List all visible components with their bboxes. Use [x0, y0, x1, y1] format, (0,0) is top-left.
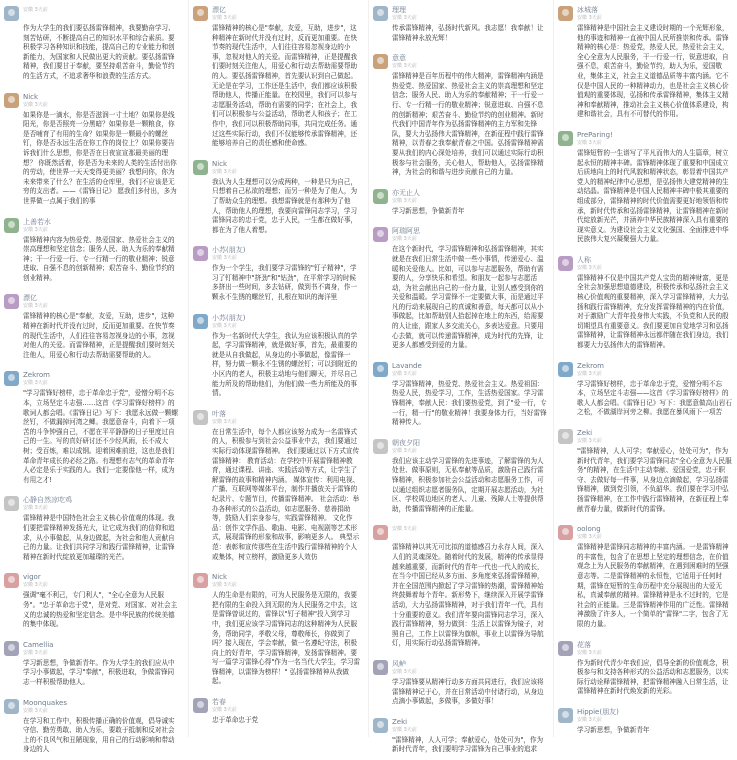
comment-text: 雷锋精神是雷锋同志精神的丰富内涵。一是雷锋精神的丰富性，包含了在思想上坚定的理想信念，在价值观念上为人民服务的奉献精神，在遇到困难时的坚强意志等。二是雷锋精神的永恒性，它适用于任何时期，雷锋在短暂的生命历程中充分展现出的大爱无私，真诚奉献的精神。雷锋精神是永不过时的，它是社会的正能量。三是雷锋精神作用的广泛性。雷锋精神激励了许多人，一个简单的"雷锋"二字，包含了无限的力量。: [577, 543, 729, 628]
avatar[interactable]: [558, 6, 573, 21]
avatar[interactable]: [193, 698, 208, 713]
comment-text: 我认为人生理想可以分成两种，一种是只为自己，只想着自己私欲的理想；而另一种是为了他人，为了帮助众生的理想。我想雷锋就是有那种为了他人，帮助他人的理想，我要向雷锋同志学习，学习雷锋同志的忠于党，忠于人民，一生都在做好事，都在为了他人着想。: [212, 177, 358, 234]
comment-text: 雷锋精神的核心是"奉献，友爱，互助，进步"，这种精神在新时代并没有过时，反而更加重要。在快节奏的现代生活中，人们往往容易忽视身边的小事，忽视对他人的关爱。而雷锋精神，正是提醒我们要时刻关注他人，用爱心和行动去帮助需要帮助的人。要弘扬雷锋精神，首先要认识到自己做起。无论是在学习，工作还是生活中，我们都应该积极帮助他人，传播正能量。在校园里，我们可以参与志愿服务活动，帮助有需要的同学；在社会上，我们可以积极参与公益活动，帮助老人和孩子；在工作中，我们可以积极帮助同事，共同完成任务。通过这些实际行动，我们不仅能够传承雷锋精神，还能够培养自己的责任感和使命感。: [212, 24, 358, 148]
commenter-name[interactable]: Zeki: [577, 429, 593, 437]
commenter-name[interactable]: 阿瑞阿思: [392, 227, 420, 236]
comment-item: [189, 240, 366, 307]
comment-meta: 安徽 3天前: [212, 15, 237, 21]
comment-text: 我们应该主动学习雷锋的先进事迹，了解雷锋的为人处世、做事原则，无私奉献等品质，激励自己践行雷锋精神，积极参加社会公益活动和志愿服务工作，可以通过组织志愿者服务队，定期开展志愿活动，为社区、学校周边地区的老人、儿童、残障人士等提供帮助，传播雷锋精神的正能量。: [392, 456, 544, 513]
comment-text: 学习雷锋精神，热爱党、热爱社会主义。热爱祖国：热爱人民，热爱学习，工作，生活热爱国家。学习雷锋精神，奉献人民：我们要热爱党，到了"爱一行，专一行，精一行"的敬业精神！我要身体力行，当好雷锋精神传人。: [392, 379, 547, 427]
commenter-name[interactable]: 花落: [577, 640, 591, 649]
avatar[interactable]: [558, 362, 573, 377]
comment-item: [0, 693, 184, 760]
commenter-name[interactable]: 意意: [392, 54, 406, 63]
avatar[interactable]: [558, 525, 573, 540]
commenter-name[interactable]: 人称: [577, 255, 591, 264]
comment-meta: 安徽 3天前: [577, 534, 602, 541]
avatar[interactable]: [4, 218, 19, 233]
avatar[interactable]: [373, 227, 388, 242]
comment-item: [189, 692, 366, 731]
comment-text: 雷锋精神是中国社会主义建设时期的一个光辉形象，他的事迹和精神一直被中国人民所推崇和传承。雷锋精神的核心是：热爱党，热爱人民，热爱社会主义，全心全意为人民服务，干一行爱一行，锐意进取，自强不息，艰苦奋斗，勤俭节约，助人为乐，爱国敬业，集体主义，社会主义道德品质等丰富内涵。它不仅是中国人民的一种精神动力，也是社会主义核心价值观的重要体现，弘扬和传承雷锋精神，集体主义精神和奉献精神，推动社会主义核心价值体系建设，构建和谐社会，具有不可替代的作用。: [577, 24, 729, 119]
commenter-name[interactable]: 理理: [392, 6, 406, 14]
comment-text: 在这个新时代，学习雷锋精神和弘扬雷锋精神，其实就是在我们日常生活中做一些小事情，传递爱心、温暖和关爱他人。比如，可以参与志愿服务，帮助有需要的人，分享快乐和希望。和朋友一起参与志愿活动，为社会献出自己的一份力量，让别人感受到你的关爱和温暖。学习雷锋不一定要做大事，而是通过平凡的行动来展现自己的真诚和善意，每天都可以从小事做起，比如帮助别人拾起掉在地上的东西，给需要的人让座，跟家人多交流关心，多表达爱意。只要用心去做，就可以传递雷锋精神，成为时代的先锋，让更多人都感受到爱的力量。: [392, 245, 544, 350]
comment-text: 作为一名新时代大学生，我认为应该积极认真的学起，学习雷锋精神，就是做好事，首先，最重要的就是从自我做起，从身边的小事做起，像雷锋一样，努力做一颗永不生锈的螺丝钉；可以到附近的小区内的老人，积极主动地与他们聊天，并尽自己能力所及的帮助他们，为他们做一些力所能及的事情。: [212, 331, 358, 398]
avatar[interactable]: [373, 362, 388, 377]
commenter-name[interactable]: 若春: [212, 698, 226, 707]
comment-text: 雷锋短暂的一生谱写了平凡而伟大的人生篇章，树立起永恒的精神丰碑。雷锋精神体现了重要和中国成立后质地向上的时代风貌和精神状态，彰显着中国共产党人的精神纪律中心思想，是弘扬伟大建党精神的生动结晶。雷锋精神是中国人民精神丰碑中极其重要的组成部分，雷锋精神的时代价值需要更好地领悟和传承，新时代传承和弘扬雷锋精神，让雷锋精神在新时代绽放新光芒，并涵养中华民族精神深入具有重要的现实意义。为建设社会主义文化强国、全面推进中华民族伟大复兴凝聚强大力量。: [577, 148, 729, 244]
comment-meta: 安徽 3天前: [392, 236, 417, 243]
commenter-name[interactable]: Lavande: [392, 361, 422, 370]
comment-item: [369, 0, 551, 48]
commenter-name[interactable]: 小苏(朋友): [212, 246, 246, 255]
comment-meta: 安徽 3天前: [392, 526, 417, 533]
comment-item: [554, 702, 737, 741]
comment-item: [369, 183, 551, 222]
comment-meta: 安徽 3天前: [392, 668, 417, 675]
commenter-name[interactable]: 叶落: [212, 409, 226, 418]
comment-column-3: [368, 0, 551, 754]
comment-meta: 安徽 3天前: [392, 447, 417, 454]
avatar[interactable]: [193, 160, 208, 175]
comment-text: 学习雷锋好榜样，忠于革命忠于党，爱憎分明不忘本，立场坚定斗志强——这首《学习雷锋好榜样》的歌人人都会唱。《雷锋日记》写下：我愿意做高山岩石之松，不做湖岸河旁之柳。我愿在暴风雨下一项苦: [577, 379, 732, 417]
commenter-name[interactable]: 小苏(朋友): [212, 313, 246, 322]
comment-text: 雷锋精神以其无可比拟的道德感召力永存人间，深入人们的灵魂深处。随着时代的发展，精神的传承显得越来越重要，而新时代的青年一代也一代人的成长，在当今中国已经从多方面、多角度来弘扬雷锋精神，并在全国范围内掀起了学习雷锋的热潮，雷锋精神始终鼓舞着每个青年。新形势下，继续深入开展学雷锋活动，大力弘扬雷锋精神，对于我们青年一代，具有十分重要的意义。我们青年要向雷锋同志学习，深入践行雷锋精神，努力做到：生活上以雷锋为镜子，对照自己，工作上以雷锋为旗帜，事业上以雷锋为导航灯，用实际行动弘扬雷锋精神。: [392, 543, 544, 648]
comment-text: 如果你是一滴水，你是否滋润一寸土地？如果你是线阳光，你是否照亮一分黑暗？如果你是一颗粮食，你是否哺育了有用的生命？如果你是一颗最小的螺丝钉，你是否永远生活在你工作的岗位上？如果你要告诉我们什么思想，你是否在日夜宣宣那最美丽的理想？ 你既然活着，你是否为未来的人类的生活付出你的劳动，使世界一天天变得更美丽？我想问你，你为未来带来了什么？在生活的仓库里，我们不应该是无穷的支出者。——《雷锋日记》 愿我们多付出，多为世界做一点属于我们的事: [23, 110, 177, 205]
comment-text: 传承雷锋精神，弘扬时代新风。我志愿！我奉献！让雷锋精神永放光辉！: [392, 24, 544, 42]
comment-meta: 安徽 3天前: [23, 380, 48, 387]
avatar[interactable]: [373, 189, 388, 204]
comment-item: [0, 87, 184, 212]
commenter-name[interactable]: 亦无止人: [392, 188, 420, 197]
comment-meta: 安徽 3天前: [577, 139, 602, 146]
avatar[interactable]: [373, 6, 388, 21]
comment-text: 雷锋精神是中国特色社会主义核心价值观的体现。我们要把雷锋精神发扬光大，让它成为我们的信仰和追求，从小事做起，从身边做起，为社会和他人贡献自己的力量。让我们共同学习和践行雷锋精神，让雷锋精神在新时代绽放更加璀璨的光芒。: [23, 514, 175, 561]
comment-meta: 安徽 3天前: [212, 255, 237, 262]
comment-meta: 安徽 3天前: [212, 582, 237, 589]
avatar[interactable]: [193, 246, 208, 261]
comment-meta: 安徽 3天前: [23, 649, 48, 656]
commenter-name[interactable]: Nick: [23, 92, 39, 101]
comment-item: [369, 654, 551, 712]
comment-item: [554, 125, 737, 250]
comment-text: 雷锋精神不仅是中国共产党人宝贵的精神财富，更是全社会加强思想道德建设，积极传承和弘扬社会主义核心价值观的重要精神，深入学习雷锋精神，大力弘扬和践行雷锋精神，充分发挥雷锋精神的内在价值，对于激励广大青年投身伟大实践，不负党和人民的殷切期望具有重要意义。我们要更加自觉地学习和弘扬雷锋精神，让雷锋精神永远都伴随在我们身边，我们都要大力弘扬伟大的雷锋精神。: [577, 273, 729, 350]
commenter-name[interactable]: oolong: [577, 525, 601, 534]
commenter-name[interactable]: Hippie(朋友): [577, 707, 619, 716]
commenter-name[interactable]: 冰城落: [577, 6, 598, 14]
comment-item: [0, 288, 184, 365]
comment-item: [554, 635, 737, 702]
comment-meta: 安徽 3天前: [23, 101, 48, 108]
comment-meta: 安徽 3天前: [23, 505, 48, 512]
commenter-name[interactable]: Moonquakes: [23, 698, 67, 707]
comment-item: [0, 635, 184, 693]
avatar[interactable]: [558, 641, 573, 656]
avatar[interactable]: [193, 410, 208, 425]
avatar[interactable]: [4, 496, 19, 511]
comment-item: [554, 250, 737, 356]
commenter-name[interactable]: Zeki: [392, 717, 408, 726]
comment-text: 雷锋精神内容为热爱党、热爱国家、热爱社会主义的崇高理想和坚定信念；服务人民、助人为乐的奉献精神；干一行爱一行、专一行精一行的敬业精神；锐意进取、自强不息的创新精神；艰苦奋斗、勤俭节约的创业精神。: [23, 235, 175, 282]
comment-meta: 安徽 3天前: [212, 707, 237, 714]
avatar[interactable]: [4, 641, 19, 656]
comment-item: [189, 154, 366, 241]
avatar[interactable]: [193, 314, 208, 329]
comment-item: [369, 519, 551, 654]
avatar[interactable]: [373, 525, 388, 540]
comment-item: [189, 308, 366, 404]
comment-item: [554, 0, 737, 125]
comment-item: [554, 423, 737, 519]
commenter-name[interactable]: Camellia: [23, 640, 54, 649]
commenter-name[interactable]: Zekrom: [577, 361, 604, 370]
comment-text: 学习新思想，争做新青年。作为大学生的我们应从中学习小事做起，学习"奉献"，积极进取，争做雷锋同志一样积极帮助他人。: [23, 658, 175, 686]
comment-item: [369, 48, 551, 183]
comment-item: [0, 365, 184, 490]
comment-meta: 安徽 3天前: [23, 226, 48, 233]
commenter-name[interactable]: 心静自然凉吃鸡: [23, 496, 72, 505]
avatar[interactable]: [558, 131, 573, 146]
comment-meta: 安徽 3天前: [23, 303, 48, 310]
comment-item: [554, 519, 737, 634]
comment-text: 强调"毫不利己，专门利人"，"全心全意为人民服务"。"忠于革命忠于党"，是对党、对国家、对社会主义的忠诚的热爱和坚定信念。是中华民族的传统美德的集中体现。: [23, 591, 178, 629]
avatar[interactable]: [4, 699, 19, 714]
comment-text: "学习雷锋好榜样，忠于革命忠于党"，爱憎分明不忘本，立场坚定斗志强……这首《学习雷锋好榜样》的歌词人都会唱。《雷锋日记》写下：我愿永远做一颗螺丝钉，不做漏掉河湾之鲫。我愿意奋斗，向着下一项苦的斗争钟强自己，不愿在平平静静的日子里度过自己的一生。写的真好研讨还不少经风雨，长不成大树；受百炼，难以成钢。迎着困难前进，这也是我们革命青年成长的必经之路。有理想有志气的革命青年人必定是乐于实践的人。我们一定要像他一样，成为有用之才!: [23, 389, 178, 484]
comment-item: [0, 0, 184, 87]
comment-text: 在学习和工作中，积极传播正确的价值观，倡导诚实守信、勤劳勇敢、助人为乐，要敢于抵制和反对社会上的不良风气和丑陋现象，用自己的行动影响和带动身边的人: [23, 716, 175, 754]
comment-text: 作为大学生的我们要弘扬雷锋精神，我要勤奋学习、刻苦钻研，不断提高自己的知识水平和综合素质。要积极学习各种知识和技能，提高自己的专业能力和创新能力，为国家和人民做出更大的贡献。要弘扬雷锋精神，我们要甘于奉献，要坚持艰苦奋斗，勤俭节约的生活方式，不追求奢华和浪费的生活方式。: [23, 24, 175, 80]
comment-meta: 安徽 3天前: [577, 649, 602, 656]
comment-meta: 安徽 3天前: [577, 370, 602, 377]
avatar[interactable]: [373, 54, 388, 69]
commenter-name[interactable]: 风鲈: [392, 659, 406, 668]
comment-meta: 安徽 3天前: [23, 707, 48, 714]
comment-item: [369, 221, 551, 356]
comment-meta: 安徽 3天前: [392, 726, 417, 733]
avatar[interactable]: [558, 708, 573, 723]
comment-text: 在日常生活中，每个人都应该努力成为一名雷锋式的人，积极参与到社会公益事业中去，我们要通过实际行动体现雷锋精神。 我们要通过以下方式宣传雷锋精神： 教育活动：在学校中开展雷锋精神教育，通过课程、讲座、实践活动等方式，让学生了解雷锋的故事和精神内涵。 媒体宣传：利用电视、广播、互联网等媒体平台，制作并播放关于雷锋的纪录片、专题节目，传播雷锋精神。 社会活动：举办各种形式的公益活动，如志愿服务、慈善捐助等，鼓励人们亲身参与，实践雷锋精神。 文化作品：创作文学作品、歌曲、电影、电视剧等艺术形式，展现雷锋的形象和故事，影响更多人。 典型示范：表彰和宣传那些在生活中践行雷锋精神的个人或集体，树立榜样，激励更多人效仿: [212, 427, 360, 561]
avatar[interactable]: [373, 718, 388, 733]
comment-item: [0, 490, 184, 567]
comment-meta: 安徽 3天前: [23, 7, 48, 13]
avatar[interactable]: [4, 573, 19, 588]
comment-item: [369, 712, 551, 760]
comment-item: [369, 356, 551, 433]
commenter-name[interactable]: 朝夜夕阳: [392, 438, 420, 447]
comment-text: "雷锋精神，人人可学；奉献爱心，处处可为"，作为新时代青年，我们要明学习雷锋为自己事业的追求: [392, 735, 544, 754]
avatar[interactable]: [193, 6, 208, 21]
comment-item: [189, 404, 366, 567]
commenter-name[interactable]: Nick: [212, 159, 228, 168]
comment-meta: 安徽 3天前: [392, 370, 417, 377]
comment-text: 作为一个学生，我们要学习雷锋的"钉子精神"，学习了钉精神中"挤劲"和"钻劲"，在平常学习的时候多挤出一些时间，多去钻研，做到书不离身，作一颗永不生锈的螺丝钉，扎根在知识的海洋里: [212, 264, 358, 302]
avatar[interactable]: [4, 93, 19, 108]
comment-meta: 安徽 3天前: [23, 582, 48, 589]
comment-item: [0, 212, 184, 289]
avatar[interactable]: [373, 439, 388, 454]
comment-meta: 安徽 3天前: [212, 168, 237, 175]
commenter-name[interactable]: 漂亿: [212, 6, 226, 14]
avatar[interactable]: [193, 573, 208, 588]
comment-text: 学习新思想，争做新青年: [392, 206, 465, 215]
comment-column-1: [0, 0, 184, 754]
commenter-name[interactable]: 上善若水: [23, 217, 51, 226]
comment-text: 学习雷锋要从精神行动多方面共同进行，我们应该将雷锋精神记于心，并在日常活动中付诸行动，从身边点滴小事做起，多做事，多做好事！: [392, 677, 544, 706]
comment-meta: 安徽 3天前: [212, 322, 237, 329]
commenter-name[interactable]: Nick: [212, 573, 228, 582]
comment-item: [189, 0, 366, 154]
avatar[interactable]: [4, 6, 19, 21]
comment-meta: 安徽 3天前: [577, 716, 602, 723]
avatar[interactable]: [558, 256, 573, 271]
comment-item: [189, 567, 366, 692]
avatar[interactable]: [4, 294, 19, 309]
comment-meta: 安徽 3天前: [577, 264, 602, 271]
avatar[interactable]: [4, 371, 19, 386]
comment-item: [554, 356, 737, 423]
comment-text: 雷锋精神的核心是"奉献，友爱，互助，进步"，这种精神在新时代并没有过时，反而更加重要。在快节奏的现代生活中，人们往往容易忽视身边的小事，忽视对他人的关爱。而雷锋精神，正是提醒我们要时刻关注他人，用爱心和行动去帮助需要帮助的人。: [23, 312, 175, 359]
comment-text: 人的生命是有限的，可为人民服务是无限的，我要把有限的生命投入到无限的为人民服务之中去，这是雷锋曾说过的，雷锋以"钉子精神"投入到学习中，我们更应该学习雷锋同志的这种精神为人民服务，帮助同学，孝敬父母，尊敬师长，你做到了吗？接入现在，学会奉献，做一名遵纪守法，积极向上的好青年，学习雷锋精神，发扬雷锋精神。要写一篇学习雷锋心得"作为一名当代大学生，学习雷锋精神，以雷锋为榜样！" 弘扬雷锋精神从我做起。: [212, 591, 361, 686]
comment-text: 学习新思想，争做新青年: [577, 725, 650, 734]
comment-text: "雷锋精神，人人可学；奉献爱心，处处可为"，作为新时代青年，我们要学习雷锋同志"全心全意为人民服务"的精神，在生活中主动奉献、爱国爱党，忠于职守、去做好每一件事，从身边点滴做起，学习弘扬雷锋精神，做到党引领，不负韶华。我们要在学习中弘扬雷锋精神，在工作中践行雷锋精神，在新征程上奉献青春力量，做新时代的雷锋。: [577, 447, 732, 513]
comment-text: 雷锋精神是百年历程中的伟大精神，雷锋精神内涵是热爱党、热爱国家、热爱社会主义的崇高理想和坚定信念；服务人民、助人为乐的奉献精神；干一行爱一行、专一行精一行的敬业精神；锐意进取、自强不息的创新精神；艰苦奋斗、勤俭节约的创业精神。新时代我们中国青年作为弘扬雷锋精神的主力军和先锋队，要大力弘扬伟大雷锋精神，在新征程中践行雷锋精神，以青春之我奉献青春之中国。弘扬雷锋精神需要从我们的内心深处培养，我们可以通过实际行动积极参与社会服务，关心他人，帮助他人，弘扬雷锋精神，为社会的和谐与进步贡献自己的力量。: [392, 72, 544, 177]
comment-meta: 安徽 3天前: [392, 15, 417, 21]
comment-text: 作为新时代青少年我们应，倡导全新的价值观念，积极参与和支持各种形式的公益活动和志愿服务，以实际行动诠释雷锋精神，把雷锋精神融入日常生活，让雷锋精神在新时代焕发新的光彩。: [577, 658, 729, 696]
comment-meta: 安徽 3天前: [392, 197, 417, 204]
comment-item: [369, 433, 551, 520]
avatar[interactable]: [373, 660, 388, 675]
comment-text: 忠于革命忠于党: [212, 716, 259, 725]
comment-item: [0, 567, 184, 634]
commenter-name[interactable]: 漂亿: [23, 294, 37, 303]
comment-meta: 安徽 3天前: [577, 438, 602, 444]
comment-meta: 安徽 3天前: [577, 15, 602, 21]
avatar[interactable]: [558, 429, 573, 444]
commenter-name[interactable]: Zekrom: [23, 371, 50, 380]
commenter-name[interactable]: vigor: [23, 573, 41, 582]
comment-column-4: [553, 0, 737, 737]
comment-meta: 安徽 3天前: [212, 418, 237, 425]
commenter-name[interactable]: PreParing!: [577, 130, 613, 139]
comment-meta: 安徽 3天前: [392, 63, 417, 70]
comment-column-2: [188, 0, 366, 737]
